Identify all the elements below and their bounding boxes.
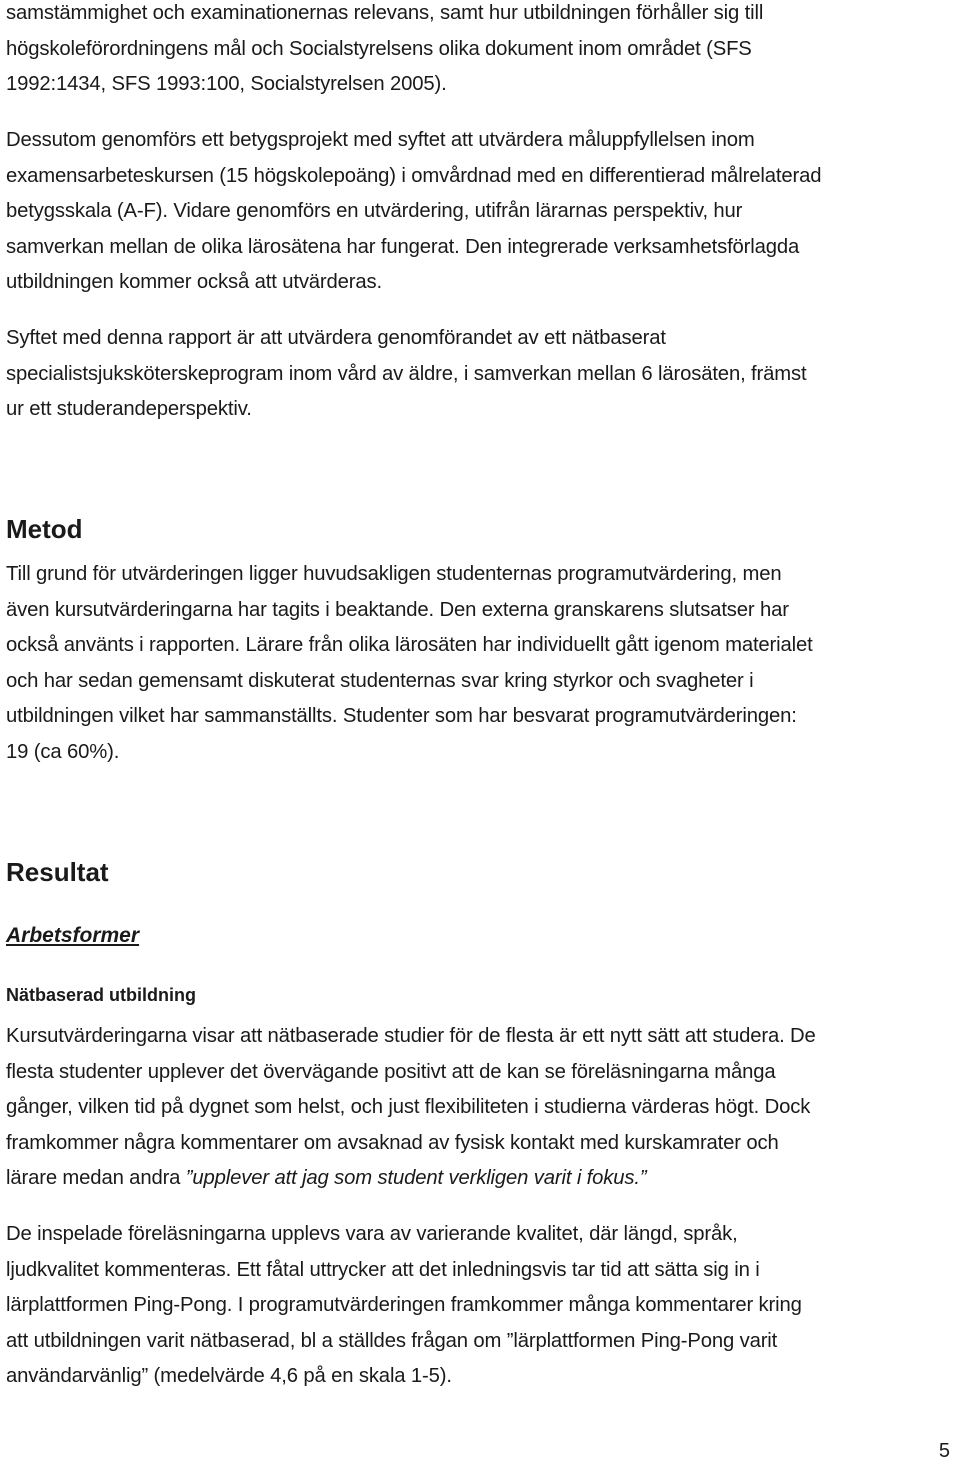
text-line: Syftet med denna rapport är att utvärdera genomförandet av ett nätbaserat [6, 327, 666, 349]
text-line: gånger, vilken tid på dygnet som helst, och just flexibiliteten i studierna värderas högt. Dock [6, 1096, 811, 1119]
subheading-arbetsformer: Arbetsformer [6, 924, 140, 947]
page-number: 5 [938, 1440, 950, 1462]
paragraph-metod [6, 557, 956, 771]
text-line: Till grund för utvärderingen ligger huvudsakligen studenternas programutvärdering, men [6, 563, 782, 585]
text-line: också använts i rapporten. Lärare från olika lärosäten har individuellt gått igenom materialet [6, 634, 813, 657]
text-line: samverkan mellan de olika lärosätena har fungerat. Den integrerade verksamhetsförlagda [6, 235, 800, 258]
text-line: ur ett studerandeperspektiv. [6, 398, 252, 421]
text-line: 1992:1434, SFS 1993:100, Socialstyrelsen 2005). [6, 73, 447, 96]
text-line: och har sedan gemensamt diskuterat studenternas svar kring styrkor och svagheter i [6, 669, 754, 692]
text-fragment: lärare medan andra [6, 1167, 186, 1190]
paragraph-intro-continued [6, 0, 956, 103]
text-line: samstämmighet och examinationernas relevans, samt hur utbildningen förhåller sig till [6, 2, 764, 24]
text-line: De inspelade föreläsningarna upplevs vara av varierande kvalitet, där längd, språk, [6, 1223, 738, 1245]
text-line: högskoleförordningens mål och Socialstyrelsens olika dokument inom området (SFS [6, 37, 752, 60]
paragraph-inspelade [6, 1217, 956, 1395]
subsubheading-natbaserad-utbildning: Nätbaserad utbildning [6, 985, 197, 1005]
text-line: lärplattformen Ping-Pong. I programutvärderingen framkommer många kommentarer kring [6, 1294, 802, 1317]
text-line: examensarbeteskursen (15 högskolepoäng) i omvårdnad med en differentierad målrelaterad [6, 164, 822, 187]
paragraph-betygsprojekt [6, 123, 956, 301]
text-line: utbildningen kommer också att utvärderas. [6, 271, 383, 294]
text-line: utbildningen vilket har sammanställts. Studenter som har besvarat programutvärderingen: [6, 705, 797, 728]
text-line: 19 (ca 60%). [6, 740, 120, 763]
paragraph-syfte [6, 321, 956, 428]
text-line-with-quote [6, 1161, 956, 1197]
paragraph-natbaserad [6, 1019, 956, 1197]
text-line: specialistsjuksköterskeprogram inom vård av äldre, i samverkan mellan 6 lärosäten, främst [6, 362, 807, 385]
text-line: betygsskala (A-F). Vidare genomförs en utvärdering, utifrån lärarnas perspektiv, hur [6, 200, 743, 223]
quote-fragment: ”upplever att jag som student verkligen varit i fokus.” [185, 1167, 647, 1190]
heading-resultat: Resultat [6, 857, 109, 887]
text-line: även kursutvärderingarna har tagits i beaktande. Den externa granskarens slutsatser har [6, 598, 789, 621]
text-line: användarvänlig” (medelvärde 4,6 på en skala 1-5). [6, 1365, 452, 1388]
text-line: flesta studenter upplever det övervägande positivt att de kan se föreläsningarna många [6, 1060, 776, 1083]
text-line: Kursutvärderingarna visar att nätbaserade studier för de flesta är ett nytt sätt att studera. De [6, 1025, 816, 1047]
text-line: Dessutom genomförs ett betygsprojekt med syftet att utvärdera måluppfyllelsen inom [6, 129, 755, 151]
heading-metod: Metod [6, 514, 83, 544]
text-line: ljudkvalitet kommenteras. Ett fåtal uttrycker att det inledningsvis tar tid att sätta sig in i [6, 1258, 760, 1281]
text-line: att utbildningen varit nätbaserad, bl a ställdes frågan om ”lärplattformen Ping-Pong varit [6, 1329, 778, 1352]
text-line: framkommer några kommentarer om avsaknad av fysisk kontakt med kurskamrater och [6, 1131, 779, 1154]
